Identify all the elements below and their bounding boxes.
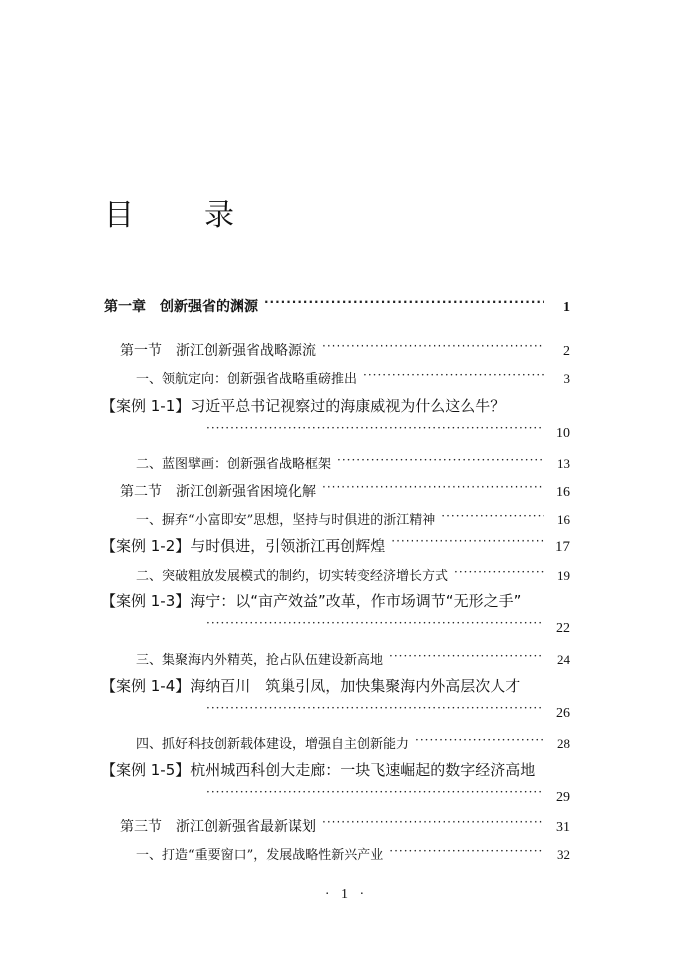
toc-entry-label: 第一节 浙江创新强省战略源流 [120,343,316,359]
toc-entry-page: 10 [556,426,570,441]
dot-leader [389,651,544,664]
toc-entry-subsection[interactable] [136,733,570,752]
dot-leader [322,817,544,831]
toc-entry-page: 31 [556,820,570,835]
toc-entry-subsection[interactable] [136,649,570,668]
dot-leader [264,297,544,311]
toc-entry-label: 一、领航定向：创新强省战略重磅推出 [136,372,358,387]
toc-entry-page: 29 [556,790,570,805]
toc-entry-case-continuation [200,703,570,722]
toc-entry-label: 二、蓝图擘画：创新强省战略框架 [136,457,332,472]
toc-entry-page: 19 [557,568,570,583]
toc-entry-label: 一、打造“重要窗口”，发展战略性新兴产业 [136,848,384,863]
toc-entry-label: 第二节 浙江创新强省困境化解 [120,484,316,500]
toc-entry-label: 【案例 1-2】与时俱进，引领浙江再创辉煌 [101,537,386,555]
toc-entry-page: 22 [556,621,570,636]
toc-entry-label: 一、摒弃“小富即安”思想，坚持与时俱进的浙江精神 [136,513,436,528]
toc-entry-section-3[interactable] [120,816,570,836]
toc-entry-page: 26 [556,706,570,721]
toc-entry-label: 【案例 1-5】杭州城西科创大走廊：一块飞速崛起的数字经济高地 [101,761,536,779]
toc-entry-case[interactable] [101,759,535,780]
toc-entry-page: 13 [557,456,570,471]
toc-entry-label: 四、抓好科技创新载体建设，增强自主创新能力 [136,737,410,752]
toc-entry-page: 28 [557,736,570,751]
toc-entry-case[interactable] [101,535,570,556]
toc-entry-page: 3 [563,371,570,386]
toc-entry-section-2[interactable] [120,481,570,501]
dot-leader [391,536,544,551]
dot-leader [322,341,544,355]
page-number: · 1 · [324,887,369,902]
toc-entry-page: 24 [557,652,570,667]
toc-entry-case[interactable] [101,590,521,611]
toc-entry-label: 第一章 创新强省的渊源 [104,299,258,315]
toc-entry-case-continuation [200,618,570,637]
toc-entry-chapter-1[interactable] [104,296,570,316]
toc-entry-page: 32 [557,847,570,862]
dot-leader [454,567,544,580]
toc-entry-label: 二、突破粗放发展模式的制约，切实转变经济增长方式 [136,569,449,584]
toc-entry-subsection[interactable] [136,509,570,528]
toc-entry-page: 17 [555,539,570,555]
page-title: 目 录 [104,198,254,233]
toc-entry-case-continuation [200,787,570,806]
toc-entry-case[interactable] [101,675,520,696]
toc-entry-label: 【案例 1-3】海宁：以“亩产效益”改革，作市场调节“无形之手” [101,592,522,610]
toc-entry-subsection[interactable] [136,453,570,472]
toc-entry-label: 第三节 浙江创新强省最新谋划 [120,819,316,835]
toc-entry-case[interactable] [101,395,505,416]
toc-entry-page: 16 [556,485,570,500]
dot-leader [206,787,544,801]
toc-entry-label: 【案例 1-1】习近平总书记视察过的海康威视为什么这么牛？ [101,397,506,415]
dot-leader [337,455,544,468]
dot-leader [206,423,544,437]
dot-leader [389,846,544,859]
dot-leader [206,703,544,717]
toc-entry-label: 三、集聚海内外精英，抢占队伍建设新高地 [136,653,384,668]
dot-leader [441,511,544,524]
dot-leader [206,618,544,632]
toc-entry-page: 2 [563,344,570,359]
toc-entry-subsection[interactable] [136,844,570,863]
toc-entry-page: 16 [557,512,570,527]
toc-entry-section-1[interactable] [120,340,570,360]
toc-entry-label: 【案例 1-4】海纳百川 筑巢引凤，加快集聚海内外高层次人才 [101,677,521,695]
dot-leader [415,735,544,748]
dot-leader [363,370,544,383]
toc-entry-subsection[interactable] [136,368,570,387]
toc-entry-subsection[interactable] [136,565,570,584]
dot-leader [322,482,544,496]
toc-entry-case-continuation [200,423,570,442]
toc-entry-page: 1 [563,300,570,315]
